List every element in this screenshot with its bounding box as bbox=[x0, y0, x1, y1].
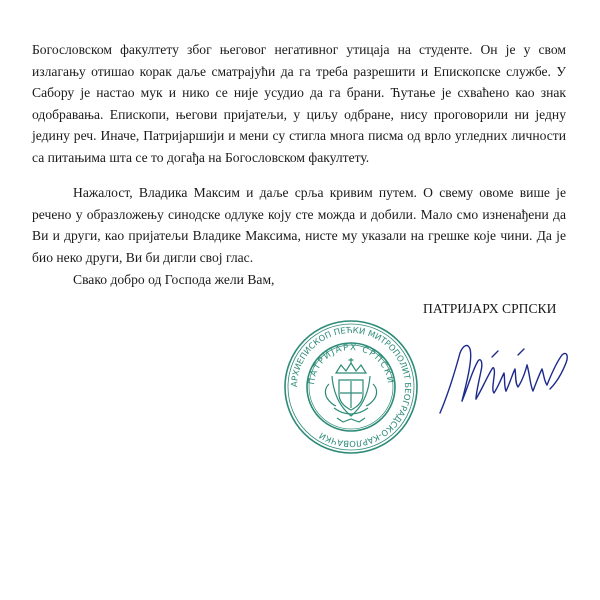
official-seal bbox=[282, 318, 420, 456]
letter-paragraph-1: Богословском факултету због његовог негативног утицаја на студенте. Он је у свом излагању отишао корак даље сматрајући да га треба разрешити и Епископске службе. У Сабору је настао мук и нико се није усудио да га брани. Ћутање је схваћено као знак одобравања. Епископи, његови пријатељи, у циљу одбране, нису проговорили ни једну једину реч. Иначе, Патријаршији и мени су стигла многа писма од врло угледних личности са питањима шта се то догађа на Богословском факултету. bbox=[32, 42, 566, 165]
letter-paragraph-2: Нажалост, Владика Максим и даље срља кривим путем. О свему овоме више је речено у образложењу синодске одлуке коју сте можда и добили. Мало смо изненађени да Ви и други, као пријатељи Владике Максима, нисте му указали на грешке које чини. Да је био неко други, Ви би дигли свој глас. bbox=[32, 185, 566, 265]
handwritten-signature bbox=[432, 335, 577, 420]
coat-of-arms-emblem bbox=[325, 358, 376, 422]
signatory-title: ПАТРИЈАРХ СРПСКИ bbox=[423, 301, 557, 316]
letter-closing: Свако добро од Господа жели Вам, bbox=[73, 272, 275, 287]
seal-outer-inscription: АРХИЕПИСКОП ПЕЋКИ МИТРОПОЛИТ БЕОГРАДСКО-КАРЛОВАЧКИ bbox=[288, 324, 414, 450]
seal-inner-inscription: ПАТРИЈАРХ СРПСКИ bbox=[306, 342, 396, 386]
